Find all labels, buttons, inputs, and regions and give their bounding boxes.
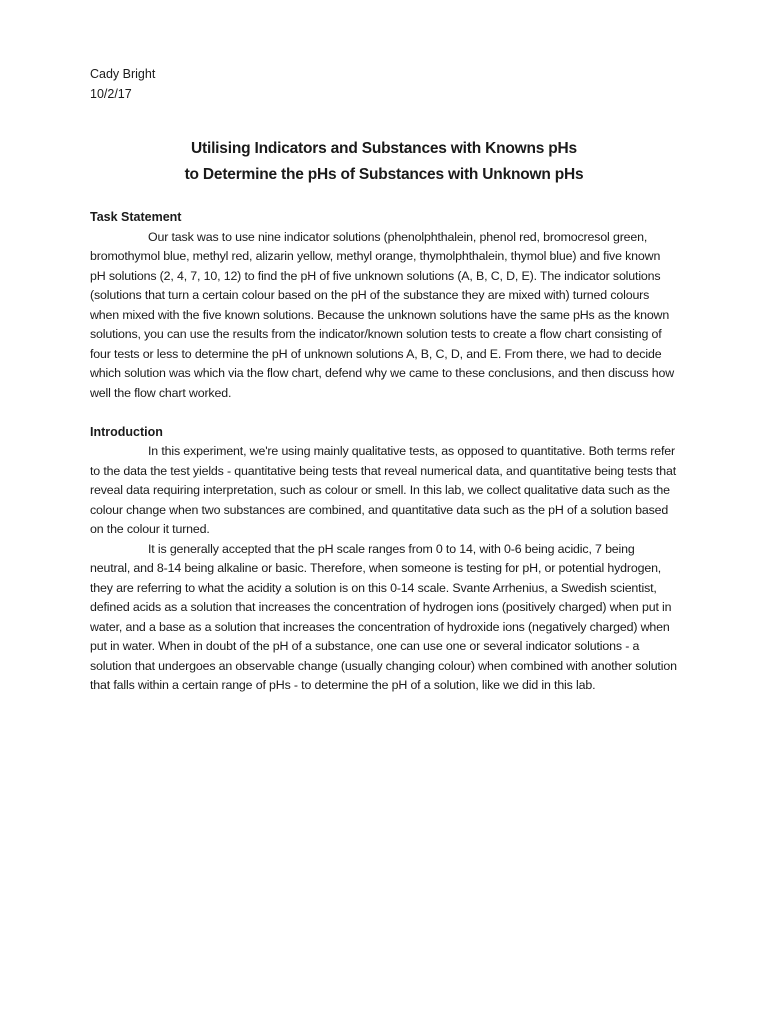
document-header [90, 64, 678, 104]
title-line-2: to Determine the pHs of Substances with Unknown pHs [184, 166, 584, 183]
introduction-paragraph-2: It is generally accepted that the pH scale ranges from 0 to 14, with 0-6 being acidic, 7 being neutral, and 8-14 being alkaline or basic. Therefore, when someone is testing for pH, or potential hydrogen, they are referring to what the acidity a solution is on this 0-14 scale. Svante Arrhenius, a Swedish scientist, defined acids as a solution that increases the concentration of hydrogen ions (positively charged) when put in water, and a base as a solution that increases the concentration of hydroxide ions (negatively charged) when put in water. When in doubt of the pH of a substance, one can use one or several indicator solutions - a solution that undergoes an observable change (usually changing colour) when combined with another solution that falls within a certain range of pHs - to determine the pH of a solution, like we did in this lab. [90, 541, 677, 692]
introduction-paragraph-1: In this experiment, we're using mainly qualitative tests, as opposed to quantitative. Both terms refer to the data the test yields - quantitative being tests that reveal numerical data, and quantitative being tests that reveal data requiring interpretation, such as colour or smell. In this lab, we collect qualitative data such as the colour change when two substances are combined, and quantitative data such as the pH of a solution based on the colour it turned. [90, 444, 676, 536]
document-title [90, 136, 678, 188]
task-statement-paragraph: Our task was to use nine indicator solutions (phenolphthalein, phenol red, bromocresol green, bromothymol blue, methyl red, alizarin yellow, methyl orange, thymolphthalein, thymol blue) and five known pH solutions (2, 4, 7, 10, 12) to find the pH of five unknown solutions (A, B, C, D, E). The indicator solutions (solutions that turn a certain colour based on the pH of the substance they are mixed with) turned colours when mixed with the five known solutions. Because the unknown solutions have the same pHs as the known solutions, you can use the results from the indicator/known solution tests to create a flow chart consisting of four tests or less to determine the pH of unknown solutions A, B, C, D, and E. From there, we had to decide which solution was which via the flow chart, defend why we came to these conclusions, and then discuss how well the flow chart worked. [90, 229, 674, 400]
introduction-heading: Introduction [90, 424, 163, 439]
task-statement-section [90, 208, 678, 403]
introduction-section [90, 423, 678, 696]
author-name: Cady Bright [90, 67, 156, 81]
task-statement-heading: Task Statement [90, 210, 182, 224]
title-line-1: Utilising Indicators and Substances with Knowns pHs [191, 140, 577, 157]
document-date: 10/2/17 [90, 87, 132, 101]
